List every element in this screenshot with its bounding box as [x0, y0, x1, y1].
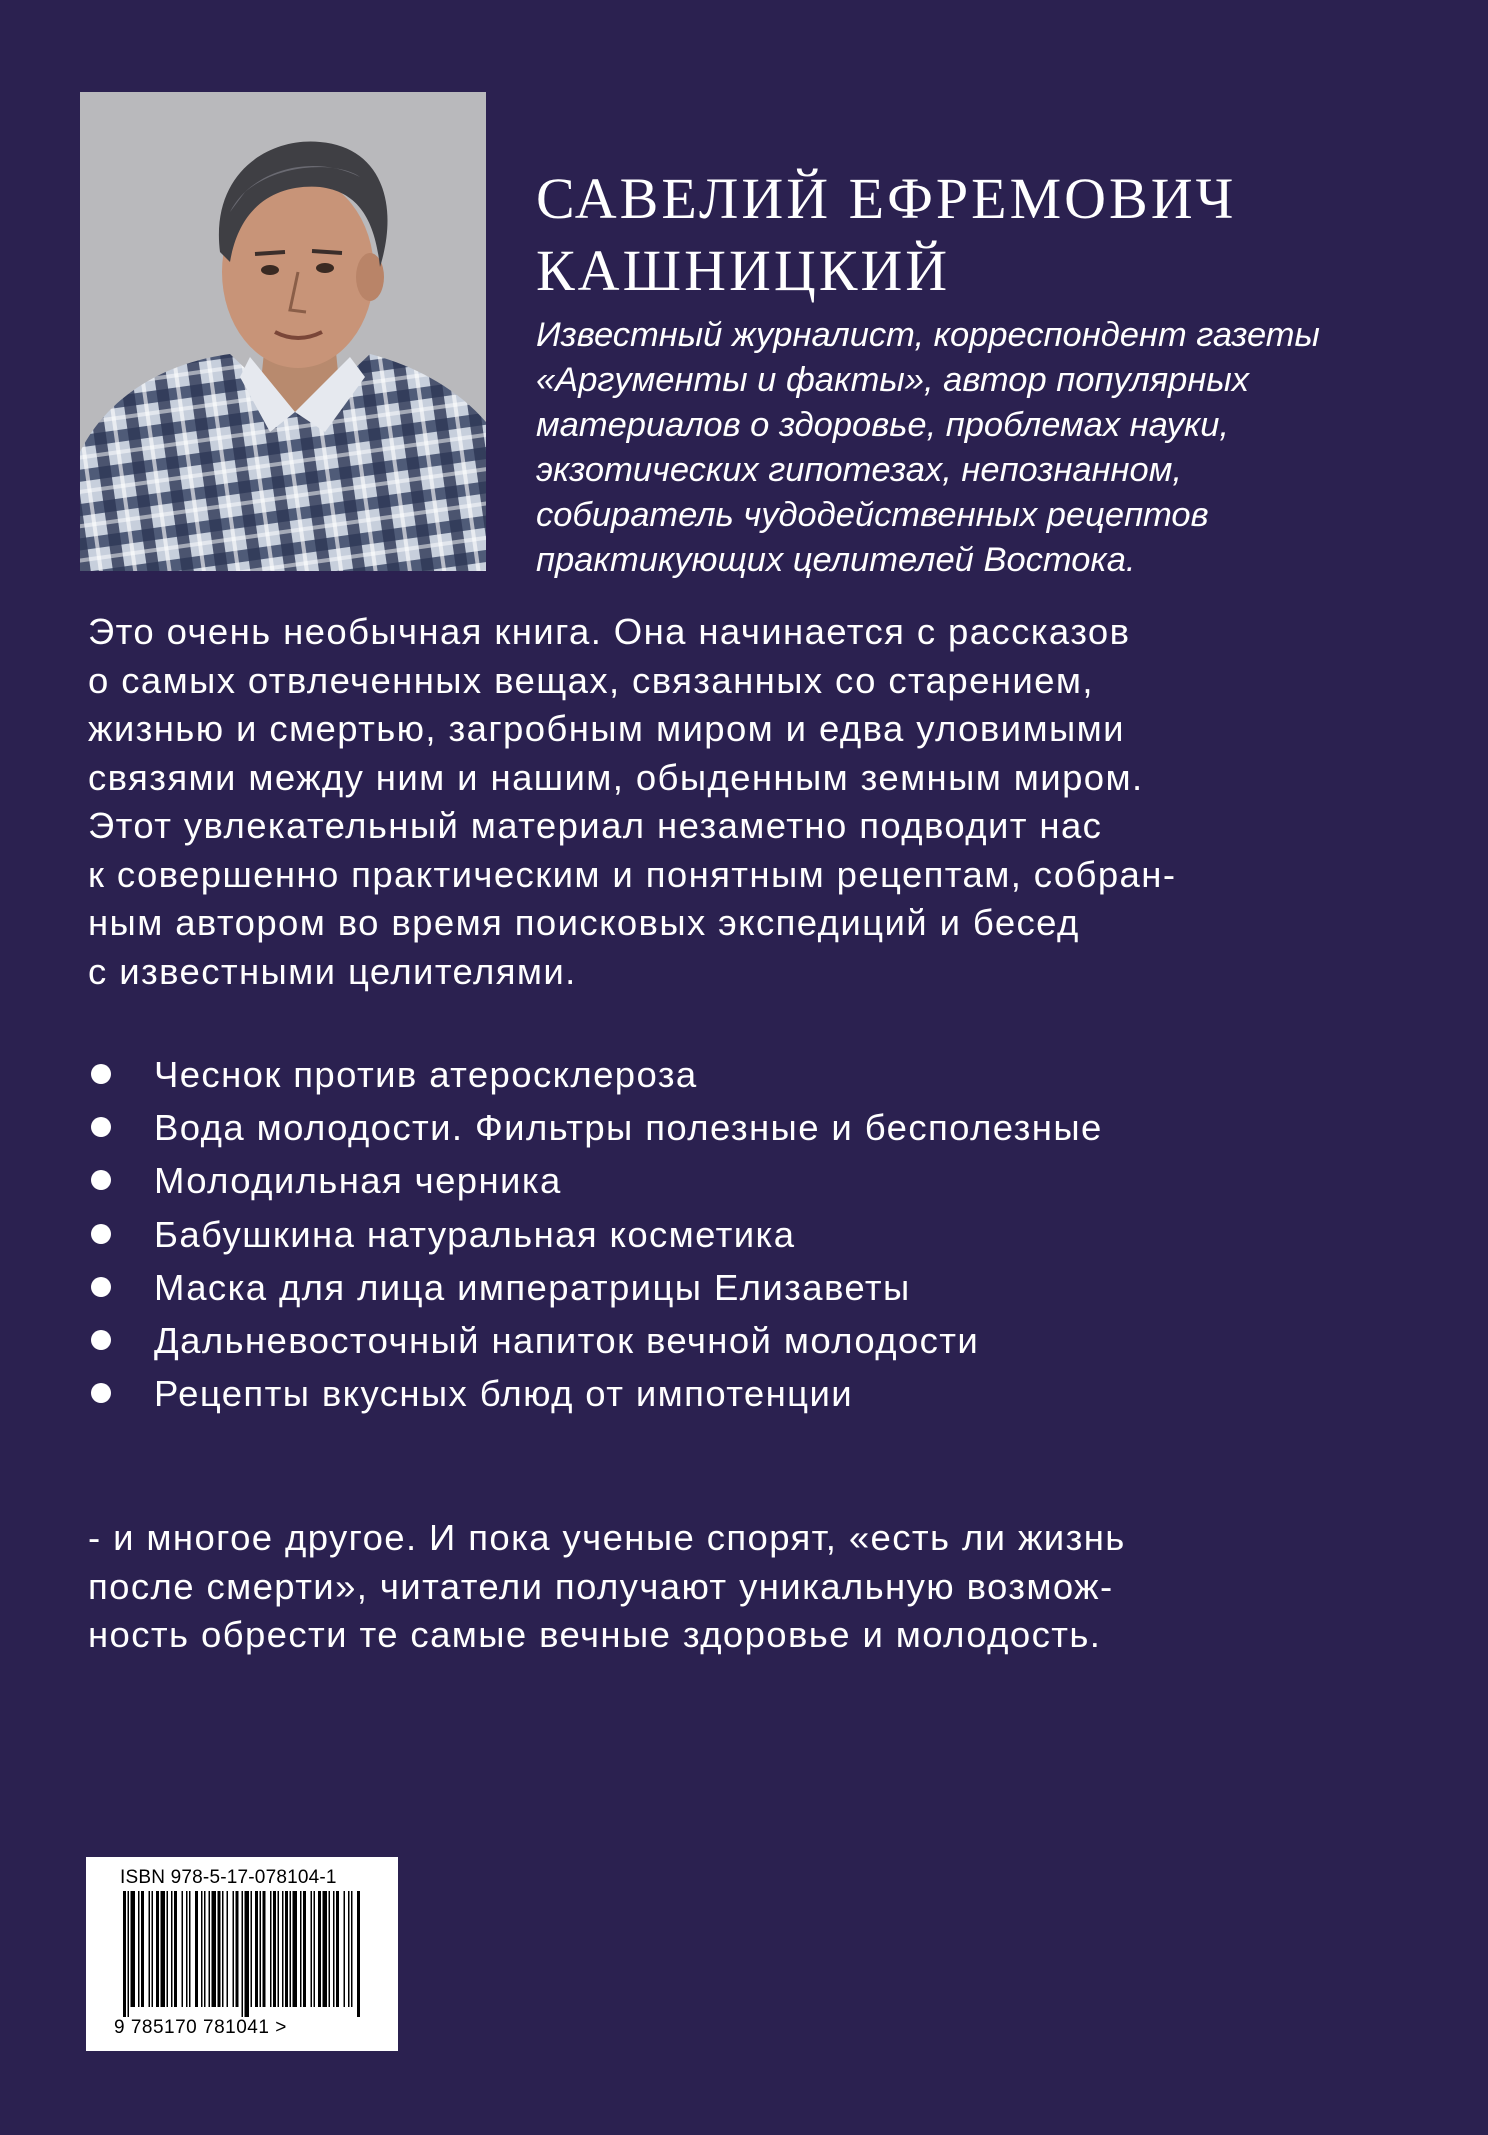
bullet-icon: [91, 1277, 111, 1297]
list-item: [88, 1101, 1468, 1154]
feature-label: Чеснок против атеросклероза: [154, 1054, 698, 1095]
book-description: [88, 608, 1468, 996]
barcode-bar: [290, 1891, 292, 2007]
description-line: с известными целителями.: [88, 950, 577, 992]
feature-label: Дальневосточный напиток вечной молодости: [154, 1320, 980, 1362]
feature-label: Бабушкина натуральная косметика: [154, 1213, 796, 1255]
barcode-bar: [218, 1891, 221, 2007]
barcode-bar: [209, 1891, 211, 2007]
barcode-bar: [171, 1891, 173, 2007]
isbn-label: ISBN 978-5-17-078104-1: [120, 1867, 337, 1888]
barcode-bar: [273, 1891, 276, 2007]
barcode-bar: [348, 1891, 350, 2007]
barcode-bar: [329, 1891, 331, 2007]
barcode-bar: [314, 1891, 316, 2007]
author-bio-line: «Аргументы и факты», автор популярных: [536, 361, 1249, 399]
barcode-digits: 9 785170 781041 >: [114, 2017, 287, 2038]
list-item: [88, 1367, 1468, 1420]
barcode-bar: [189, 1891, 191, 2007]
isbn-barcode: [86, 1857, 398, 2051]
barcode-bar: [242, 1891, 244, 2017]
list-item: [88, 1314, 1468, 1367]
list-item: [88, 1154, 1468, 1207]
barcode-bar: [161, 1891, 166, 2007]
barcode-bar: [227, 1891, 229, 2007]
feature-label: Рецепты вкусных блюд от импотенции: [154, 1373, 854, 1415]
description-line: о самых отвлеченных вещах, связанных со старением,: [88, 659, 1094, 701]
conclusion-line: после смерти», читатели получают уникальную возмож-: [88, 1565, 1114, 1607]
barcode-bar: [255, 1891, 258, 2007]
author-bio-line: материалов о здоровье, проблемах науки,: [536, 406, 1230, 444]
barcode-bar: [156, 1891, 159, 2007]
barcode-bar: [131, 1891, 136, 2007]
conclusion-line: ность обрести те самые вечные здоровье и молодость.: [88, 1614, 1102, 1655]
conclusion-text: [88, 1514, 1468, 1660]
barcode-bar: [278, 1891, 280, 2007]
barcode-bars: [123, 1891, 363, 2017]
feature-label: Вода молодости. Фильтры полезные и бесполезные: [154, 1107, 1103, 1149]
barcode-bar: [318, 1891, 321, 2007]
author-bio-line: практикующих целителей Востока.: [536, 541, 1136, 579]
description-line: Это очень необычная книга. Она начинается с рассказов: [88, 611, 1131, 652]
bullet-icon: [91, 1224, 111, 1244]
description-line: ным автором во время поисковых экспедиций и бесед: [88, 902, 1080, 943]
feature-list: [88, 1048, 1468, 1420]
author-bio: [536, 313, 1436, 583]
barcode-bar: [233, 1891, 235, 2007]
description-line: жизнью и смертью, загробным миром и едва уловимыми: [88, 708, 1125, 749]
barcode-bar: [333, 1891, 335, 2007]
list-item: [88, 1048, 1468, 1101]
list-item: [88, 1261, 1468, 1314]
description-line: связями между ним и нашим, обыденным земным миром.: [88, 756, 1144, 798]
barcode-bar: [149, 1891, 151, 2007]
barcode-bar: [167, 1891, 169, 2007]
bullet-icon: [91, 1170, 111, 1190]
author-name-line-1: САВЕЛИЙ ЕФРЕМОВИЧ: [536, 166, 1237, 231]
barcode-bar: [293, 1891, 298, 2007]
barcode-bar: [128, 1891, 130, 2017]
barcode-bar: [303, 1891, 306, 2007]
barcode-bar: [336, 1891, 339, 2007]
feature-label: Маска для лица императрицы Елизаветы: [154, 1266, 911, 1308]
bullet-icon: [91, 1117, 111, 1137]
barcode-bar: [263, 1891, 266, 2007]
barcode-bar: [351, 1891, 353, 2007]
barcode-bar: [245, 1891, 250, 2017]
barcode-bar: [236, 1891, 239, 2007]
barcode-bar: [152, 1891, 154, 2007]
barcode-bar: [311, 1891, 313, 2007]
barcode-bar: [282, 1891, 284, 2007]
author-name: [536, 163, 1436, 307]
barcode-bar: [141, 1891, 144, 2007]
description-line: к совершенно практическим и понятным рецептам, собран-: [88, 853, 1177, 895]
description-line: Этот увлекательный материал незаметно подводит нас: [88, 805, 1103, 846]
barcode-bar: [344, 1891, 346, 2007]
barcode-bar: [270, 1891, 272, 2007]
barcode-bar: [204, 1891, 206, 2007]
bullet-icon: [91, 1064, 111, 1084]
bullet-icon: [91, 1330, 111, 1350]
barcode-bar: [195, 1891, 198, 2007]
author-bio-line: экзотических гипотезах, непознанном,: [536, 451, 1182, 489]
author-photo: [80, 92, 486, 571]
barcode-bar: [285, 1891, 288, 2007]
barcode-bar: [222, 1891, 224, 2007]
barcode-bar: [201, 1891, 203, 2007]
barcode-bar: [300, 1891, 302, 2007]
author-name-line-2: КАШНИЦКИЙ: [536, 238, 951, 303]
barcode-bar: [212, 1891, 217, 2007]
barcode-bar: [123, 1891, 126, 2017]
barcode-bar: [138, 1891, 140, 2007]
barcode-bar: [182, 1891, 184, 2007]
list-item: [88, 1208, 1468, 1261]
barcode-bar: [260, 1891, 262, 2007]
barcode-bar: [357, 1891, 360, 2017]
bullet-icon: [91, 1383, 111, 1403]
barcode-bar: [251, 1891, 253, 2007]
feature-label: Молодильная черника: [154, 1160, 562, 1202]
barcode-bar: [174, 1891, 177, 2007]
barcode-bar: [323, 1891, 328, 2007]
barcode-bar: [186, 1891, 188, 2007]
conclusion-line: - и многое другое. И пока ученые спорят, «есть ли жизнь: [88, 1517, 1126, 1558]
author-bio-line: Известный журналист, корреспондент газеты: [536, 316, 1320, 354]
author-bio-line: собиратель чудодейственных рецептов: [536, 496, 1209, 534]
